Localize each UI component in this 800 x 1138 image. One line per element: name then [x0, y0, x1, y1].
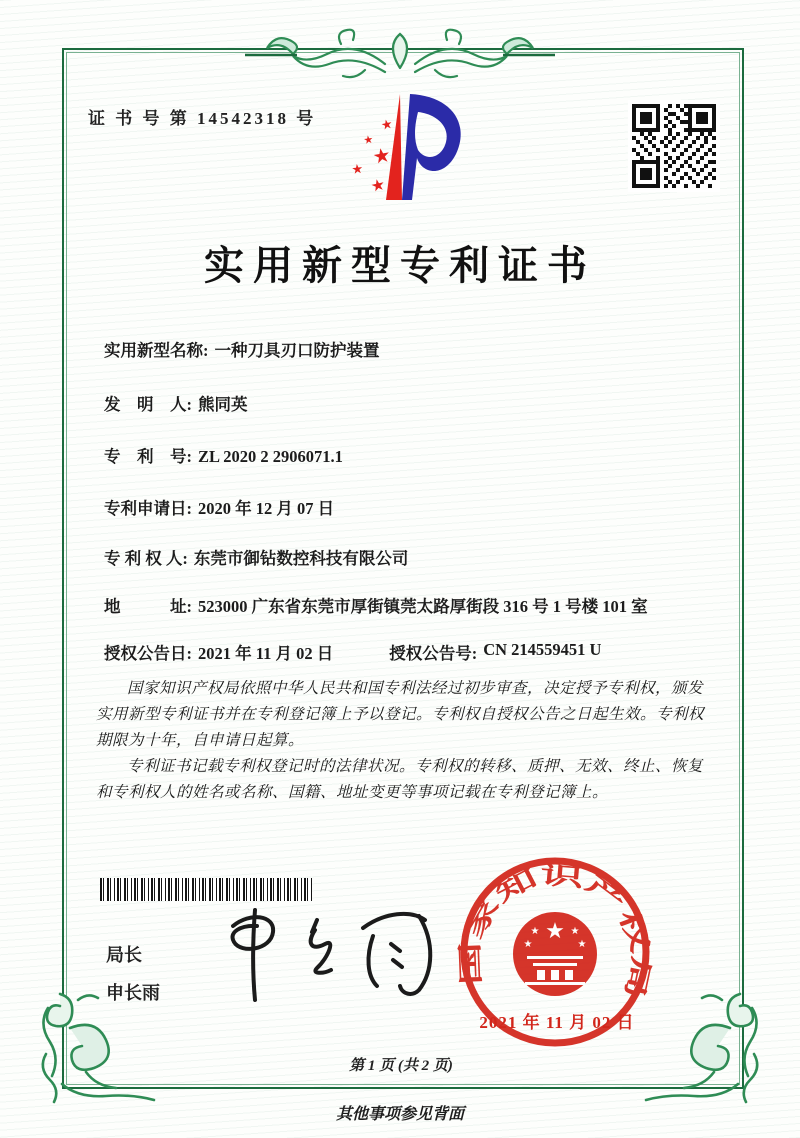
svg-text:★: ★: [362, 133, 375, 147]
seal-emblem-big-star: ★: [545, 918, 565, 943]
field-value: 东莞市御钻数控科技有限公司: [193, 549, 409, 568]
signer-block: [106, 936, 160, 1012]
field-row-address: [104, 594, 710, 619]
grant-number-label: 授权公告号:: [389, 644, 478, 663]
certificate-title: 实用新型专利证书: [204, 243, 596, 288]
svg-text:★: ★: [530, 926, 540, 937]
legal-paragraph-1: 国家知识产权局依照中华人民共和国专利法经过初步审查，决定授予专利权，颁发实用新型专利证书并在专利登记簿上予以登记。专利权自授权公告之日起生效。专利权期限为十年，自申请日起算。: [96, 680, 705, 749]
field-row-utility-model-name: [104, 338, 710, 363]
field-row-patent-number: [104, 444, 710, 469]
top-flourish-ornament-icon: [245, 24, 555, 82]
field-label: 专 利 权 人:: [104, 549, 188, 568]
signer-role: 局长: [106, 945, 142, 965]
svg-text:★: ★: [379, 115, 395, 133]
field-row-patentee: [104, 546, 710, 571]
back-note: 其他事项参见背面: [335, 1106, 464, 1123]
field-value: 2020 年 12 月 07 日: [198, 499, 335, 518]
field-label: 发 明 人:: [104, 395, 192, 414]
svg-text:★: ★: [369, 176, 387, 196]
legal-text-block: [96, 676, 714, 806]
cnipa-logo-icon: [330, 88, 470, 208]
field-value: 一种刀具刃口防护装置: [214, 341, 380, 360]
field-label: 专 利 号:: [104, 447, 192, 466]
commissioner-signature: [195, 896, 455, 1008]
svg-text:★: ★: [350, 160, 364, 177]
grant-date-value: 2021 年 11 月 02 日: [198, 644, 334, 663]
seal-ring-text: 国家知识产权局: [457, 861, 655, 986]
field-row-filing-date: [104, 496, 710, 521]
field-row-inventor: [104, 392, 710, 417]
certificate-number: 证 书 号 第 14542318 号: [88, 109, 317, 128]
field-row-grant: [104, 640, 724, 664]
svg-text:★: ★: [570, 926, 580, 937]
qr-code: [628, 100, 720, 192]
bottom-right-flourish-icon: [644, 988, 774, 1116]
field-label: 专利申请日:: [104, 499, 192, 518]
svg-text:★: ★: [371, 144, 393, 169]
grant-date-label: 授权公告日:: [104, 644, 192, 663]
grant-number-value: CN 214559451 U: [483, 640, 602, 659]
svg-text:★: ★: [577, 939, 587, 950]
field-label: 实用新型名称:: [104, 341, 209, 360]
svg-text:★: ★: [523, 939, 533, 950]
field-label: 地 址:: [104, 597, 192, 616]
signer-name: 申长雨: [106, 983, 160, 1003]
seal-date: 2021 年 11 月 02 日: [479, 1013, 635, 1032]
legal-paragraph-2: 专利证书记载专利权登记时的法律状况。专利权的转移、质押、无效、终止、恢复和专利权人的姓名或名称、国籍、地址变更等事项记载在专利登记簿上。: [96, 758, 704, 801]
page-number: 第 1 页 (共 2 页): [349, 1058, 453, 1074]
field-value: 熊同英: [198, 395, 248, 414]
field-value: 523000 广东省东莞市厚街镇莞太路厚街段 316 号 1 号楼 101 室: [198, 597, 648, 616]
field-value: ZL 2020 2 2906071.1: [198, 447, 343, 466]
